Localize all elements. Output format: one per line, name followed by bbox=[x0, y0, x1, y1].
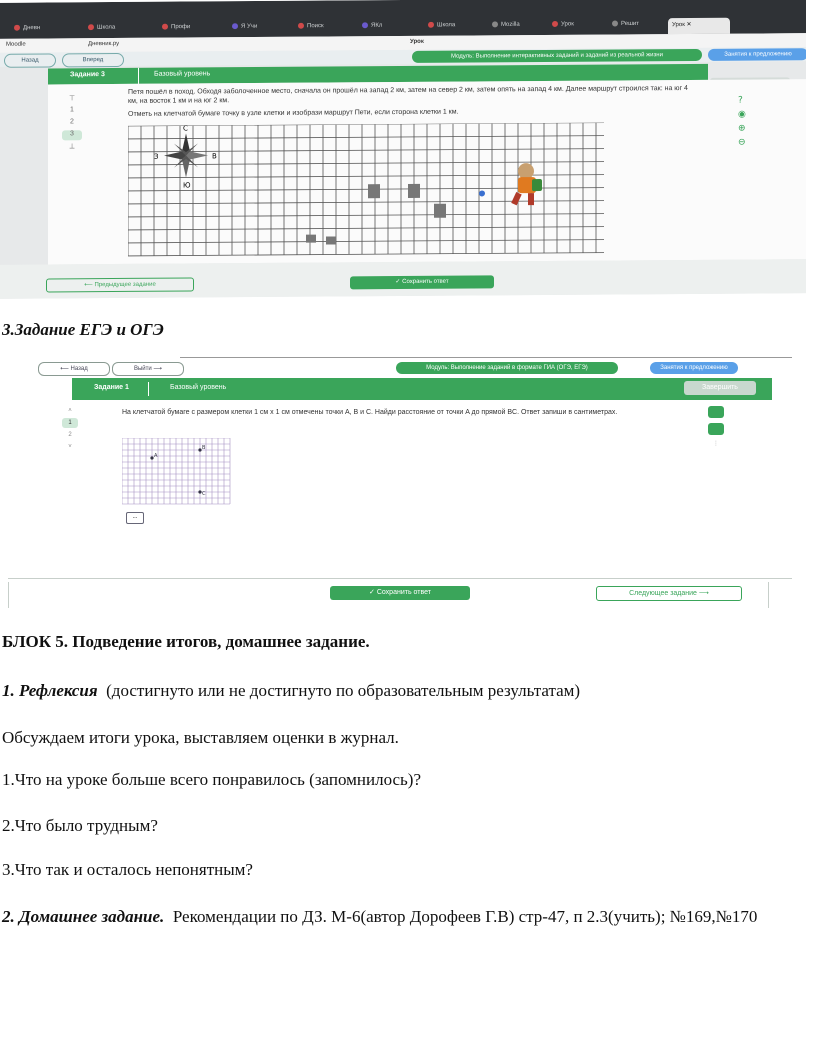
next-task-label: Следующее задание bbox=[629, 590, 697, 597]
eye-icon[interactable]: ◉ bbox=[738, 109, 746, 120]
answer-input[interactable]: ... bbox=[126, 512, 144, 524]
browser-tab-bar bbox=[0, 0, 806, 39]
task-nav-down-icon[interactable]: ⊥ bbox=[68, 143, 76, 151]
grid-line bbox=[128, 253, 604, 256]
lesson-screen-photo bbox=[0, 0, 806, 299]
grid-line bbox=[128, 123, 604, 126]
compass-east: В bbox=[212, 152, 217, 161]
question-3: 3.Что так и осталось непонятным? bbox=[2, 860, 253, 879]
divider-line bbox=[180, 357, 792, 358]
tab-label: Школа bbox=[437, 22, 456, 29]
grid-line bbox=[128, 136, 604, 139]
bookmark-moodle[interactable]: Moodle bbox=[6, 41, 26, 48]
previous-task-button[interactable]: ⟵ Предыдущее задание bbox=[46, 277, 194, 292]
tab-label: Профи bbox=[171, 24, 191, 31]
exit-label: Выйти bbox=[133, 366, 152, 372]
task-number-list bbox=[62, 94, 82, 154]
exit-button[interactable]: Выйти ⟶ bbox=[112, 362, 184, 376]
grid-line bbox=[128, 162, 604, 165]
tool-icons bbox=[708, 406, 728, 457]
tasks-label: Занятия к предложению bbox=[724, 51, 792, 58]
start-point[interactable] bbox=[479, 190, 485, 196]
hint-icon[interactable] bbox=[708, 423, 724, 435]
browser-tab[interactable] bbox=[362, 22, 422, 34]
problem-instruction: Отметь на клетчатой бумаге точку в узле клетки и изобрази маршрут Пети, если сторона клетки 1 км. bbox=[128, 108, 459, 118]
problem-text bbox=[128, 84, 688, 119]
level-label: Базовый уровень bbox=[170, 384, 227, 391]
grid-line bbox=[128, 214, 604, 217]
task-footer bbox=[0, 259, 806, 299]
task-number[interactable]: 2 bbox=[70, 118, 74, 126]
homework-text: Рекомендации по ДЗ. М-6(автор Дорофеев Г.В) стр-47, п 2.3(учить); №169,№170 bbox=[172, 907, 758, 926]
help-icon[interactable]: ? bbox=[738, 95, 743, 106]
tab-label: Урок bbox=[561, 21, 574, 28]
tab-label: Поиск bbox=[307, 23, 324, 30]
tasks-pill[interactable]: Занятия к предложению bbox=[650, 362, 738, 374]
tab-label: Школа bbox=[97, 24, 116, 31]
tab-label: Я Учи bbox=[241, 23, 258, 30]
task-number[interactable]: 2 bbox=[68, 432, 72, 438]
label-b: B bbox=[202, 445, 206, 451]
save-answer-button[interactable]: ✓ Сохранить ответ bbox=[350, 275, 494, 289]
question-1: 1.Что на уроке больше всего понравилось (запомнилось)? bbox=[2, 770, 422, 789]
module-pill[interactable]: Модуль: Выполнение заданий в формате ГИА (ОГЭ, ЕГЭ) bbox=[396, 362, 618, 374]
task-header bbox=[72, 378, 772, 400]
forward-label: Вперед bbox=[82, 57, 104, 64]
zoom-in-icon[interactable]: ⊕ bbox=[738, 123, 746, 134]
task-nav-up-icon[interactable]: ⊤ bbox=[68, 95, 76, 103]
section-heading-ege: 3.Задание ЕГЭ и ОГЭ bbox=[2, 320, 164, 339]
tab-label: Mozilla bbox=[501, 21, 520, 28]
back-button[interactable] bbox=[4, 53, 56, 67]
tab-label: ЯКл bbox=[371, 22, 383, 29]
header-divider bbox=[138, 68, 139, 84]
hiker-boy-icon bbox=[511, 163, 542, 205]
grid-line bbox=[128, 240, 604, 243]
tab-label: Урок bbox=[672, 22, 685, 29]
task-nav-down-icon[interactable]: ˅ bbox=[68, 444, 72, 450]
top-toolbar bbox=[8, 360, 792, 376]
task-label: Задание 1 bbox=[94, 384, 129, 391]
next-task-button[interactable]: Следующее задание ⟶ bbox=[596, 586, 742, 601]
back-label: Назад bbox=[21, 57, 39, 64]
browser-tab[interactable] bbox=[298, 22, 358, 34]
bookmark-dnevnik[interactable]: Дневник.ру bbox=[88, 40, 120, 48]
tasks-pill[interactable] bbox=[708, 48, 806, 61]
block5-title: БЛОК 5. Подведение итогов, домашнее задание. bbox=[2, 632, 370, 651]
back-button[interactable]: ⟵ Назад bbox=[38, 362, 110, 376]
browser-tab-active[interactable]: Урок ✕ bbox=[668, 18, 730, 34]
frame-edge bbox=[8, 582, 9, 608]
tab-label: Решит bbox=[621, 20, 639, 28]
reflection-text: (достигнуто или не достигнуто по образовательным результатам) bbox=[106, 681, 581, 700]
task-panel bbox=[48, 79, 806, 264]
browser-tab[interactable] bbox=[88, 24, 148, 36]
finish-button[interactable]: Завершить bbox=[684, 381, 756, 395]
level-label: Базовый уровень bbox=[154, 70, 211, 78]
browser-tab[interactable] bbox=[492, 21, 552, 33]
more-icon[interactable]: ⋮ bbox=[708, 440, 724, 452]
photo-edge bbox=[806, 0, 816, 296]
browser-tab[interactable] bbox=[162, 23, 222, 35]
module-pill[interactable] bbox=[412, 49, 702, 63]
task-nav-up-icon[interactable]: ˄ bbox=[68, 408, 72, 414]
back-label: Назад bbox=[70, 366, 88, 372]
label-a: A bbox=[154, 453, 158, 459]
grid-line bbox=[128, 227, 604, 230]
task-number[interactable]: 1 bbox=[70, 106, 74, 114]
tab-label: Дневн bbox=[23, 25, 41, 32]
compass-rose-icon bbox=[154, 124, 217, 189]
module-label: Модуль: Выполнение интерактивных заданий и заданий из реальной жизни bbox=[451, 52, 663, 60]
discussion-text: Обсуждаем итоги урока, выставляем оценки в журнал. bbox=[2, 728, 399, 747]
header-divider bbox=[148, 382, 149, 396]
previous-task-label: Предыдущее задание bbox=[94, 281, 156, 289]
grid-lines bbox=[122, 438, 230, 504]
point-grid bbox=[122, 438, 234, 508]
task-number-selected[interactable]: 3 bbox=[62, 130, 82, 140]
homework-label: 2. Домашнее задание. bbox=[2, 907, 165, 926]
route-grid[interactable] bbox=[128, 123, 608, 260]
frame-edge bbox=[768, 582, 769, 608]
compass-north: С bbox=[183, 124, 188, 133]
label-c: C bbox=[202, 491, 206, 497]
save-answer-label: Сохранить ответ bbox=[402, 278, 449, 286]
browser-tab[interactable] bbox=[612, 20, 672, 32]
browser-tab[interactable] bbox=[14, 24, 74, 36]
save-answer-button[interactable]: ✓ Сохранить ответ bbox=[330, 586, 470, 600]
problem-statement: Петя пошёл в поход. Обходя заболоченное место, сначала он прошёл на запад 2 км, затем на север 2 км, затем опять на запад 4 км. Далее маршрут строился так: на юг 4 км, на восток 1 км и на юг 2 км. bbox=[128, 85, 688, 105]
compass-south: Ю bbox=[183, 181, 191, 190]
problem-text: На клетчатой бумаге с размером клетки 1 см х 1 см отмечены точки A, B и C. Найди расстояние от точки A до прямой BC. Ответ запиши в сантиметрах. bbox=[122, 409, 618, 416]
question-2: 2.Что было трудным? bbox=[2, 816, 158, 835]
swamp-reeds-icon bbox=[306, 184, 446, 245]
browser-tab[interactable] bbox=[232, 23, 292, 35]
task-footer bbox=[8, 578, 792, 609]
forward-button[interactable] bbox=[62, 53, 124, 67]
browser-tab[interactable] bbox=[552, 21, 612, 33]
window-title: Урок bbox=[410, 38, 424, 45]
task-number-selected[interactable]: 1 bbox=[62, 418, 78, 428]
browser-tab[interactable] bbox=[428, 21, 488, 33]
save-answer-label: Сохранить ответ bbox=[376, 589, 431, 596]
tool-icons bbox=[738, 96, 756, 152]
zoom-out-icon[interactable]: ⊖ bbox=[738, 137, 746, 148]
homework-paragraph bbox=[2, 906, 802, 928]
ege-task-screen bbox=[8, 360, 792, 608]
grid-line bbox=[128, 149, 604, 152]
task-label: Задание 3 bbox=[70, 71, 105, 79]
task-number-list bbox=[62, 406, 78, 454]
reflection-label: 1. Рефлексия bbox=[2, 681, 98, 700]
eye-icon[interactable] bbox=[708, 406, 724, 418]
reflection-line bbox=[2, 680, 802, 702]
compass-west: З bbox=[154, 152, 159, 161]
